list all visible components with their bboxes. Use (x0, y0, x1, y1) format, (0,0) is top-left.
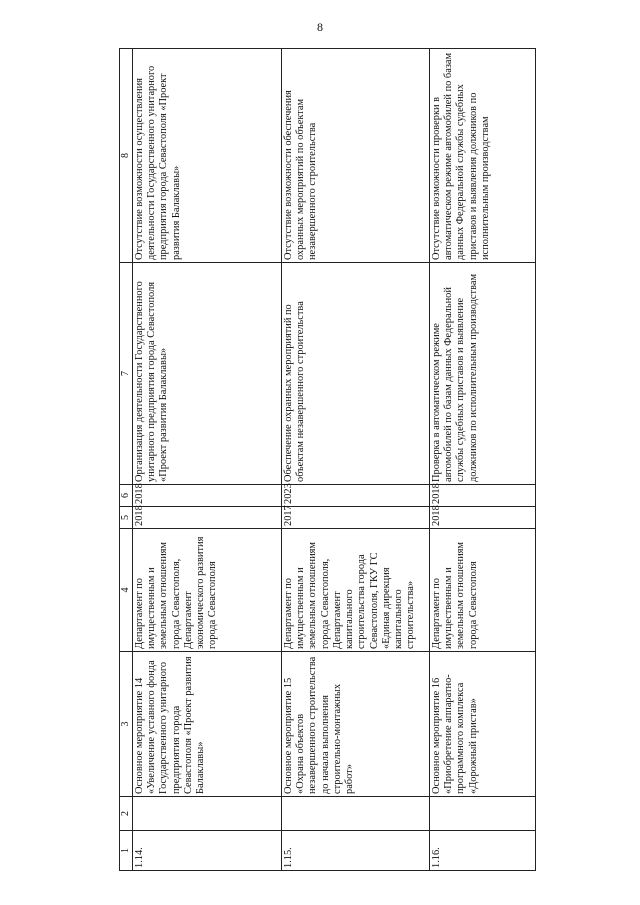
table-row (132, 49, 281, 871)
col-header-4: 4 (120, 529, 133, 652)
cell-executor: Департамент по имущественным и земельным отношениям города Севастополя, Департамент экономического развития города Севастополя (132, 529, 281, 652)
cell-expected-result: Организация деятельности Государственного унитарного предприятия города Севастополя «Проект развития Балаклавы» (132, 263, 281, 485)
col-header-8: 8 (120, 49, 133, 263)
rotated-table-container (119, 49, 536, 871)
col-header-2: 2 (120, 797, 133, 831)
cell-consequences: Отсутствие возможности проверки в автоматическом режиме автомобилей по базам данных Федеральной службы судебных приставов и выявления должников по исполнительным производствам (429, 49, 535, 263)
col-header-3: 3 (120, 652, 133, 797)
header-row (120, 49, 133, 871)
table-row (281, 49, 429, 871)
table-row (429, 49, 535, 871)
cell-col2 (429, 797, 535, 831)
page-number: 8 (317, 20, 323, 34)
cell-expected-result: Проверка в автоматическом режиме автомобилей по базам данных Федеральной службы судебных приставов и выявление должников по исполнительным производствам (429, 263, 535, 485)
cell-measure-name: Основное мероприятие 14 «Увеличение уставного фонда Государственного унитарного предприятия города Севастополя «Проект развития Балаклавы» (132, 652, 281, 797)
cell-end-year: 2023 (281, 485, 429, 507)
cell-consequences: Отсутствие возможности осуществления деятельности Государственного унитарного предприятия города Севастополя «Проект развития Балаклавы» (132, 49, 281, 263)
rotated-table (119, 49, 536, 871)
cell-col2 (281, 797, 429, 831)
row-number: 1.14. (132, 831, 281, 871)
col-header-7: 7 (120, 263, 133, 485)
row-number: 1.16. (429, 831, 535, 871)
cell-measure-name: Основное мероприятие 16 «Приобретение аппаратно-программного комплекса «Дорожный пристав» (429, 652, 535, 797)
cell-end-year: 2018 (429, 485, 535, 507)
cell-expected-result: Обеспечение охранных мероприятий по объектам незавершенного строительства (281, 263, 429, 485)
cell-col2 (132, 797, 281, 831)
cell-executor: Департамент по имущественным и земельным отношениям города Севастополя (429, 529, 535, 652)
measures-table (119, 48, 536, 871)
col-header-6: 6 (120, 485, 133, 507)
cell-start-year: 2018 (132, 507, 281, 529)
cell-consequences: Отсутствие возможности обеспечения охранных мероприятий по объектам незавершенного строительства (281, 49, 429, 263)
cell-executor: Департамент по имущественным и земельным отношениям города Севастополя, Департамент капитального строительства города Севастополя, ГКУ ГС «Единая дирекция капитального строительства» (281, 529, 429, 652)
col-header-5: 5 (120, 507, 133, 529)
cell-start-year: 2018 (429, 507, 535, 529)
cell-start-year: 2017 (281, 507, 429, 529)
col-header-1: 1 (120, 831, 133, 871)
cell-end-year: 2018 (132, 485, 281, 507)
cell-measure-name: Основное мероприятие 15 «Охрана объектов незавершенного строительства до начала выполнения строительно-монтажных работ» (281, 652, 429, 797)
row-number: 1.15. (281, 831, 429, 871)
